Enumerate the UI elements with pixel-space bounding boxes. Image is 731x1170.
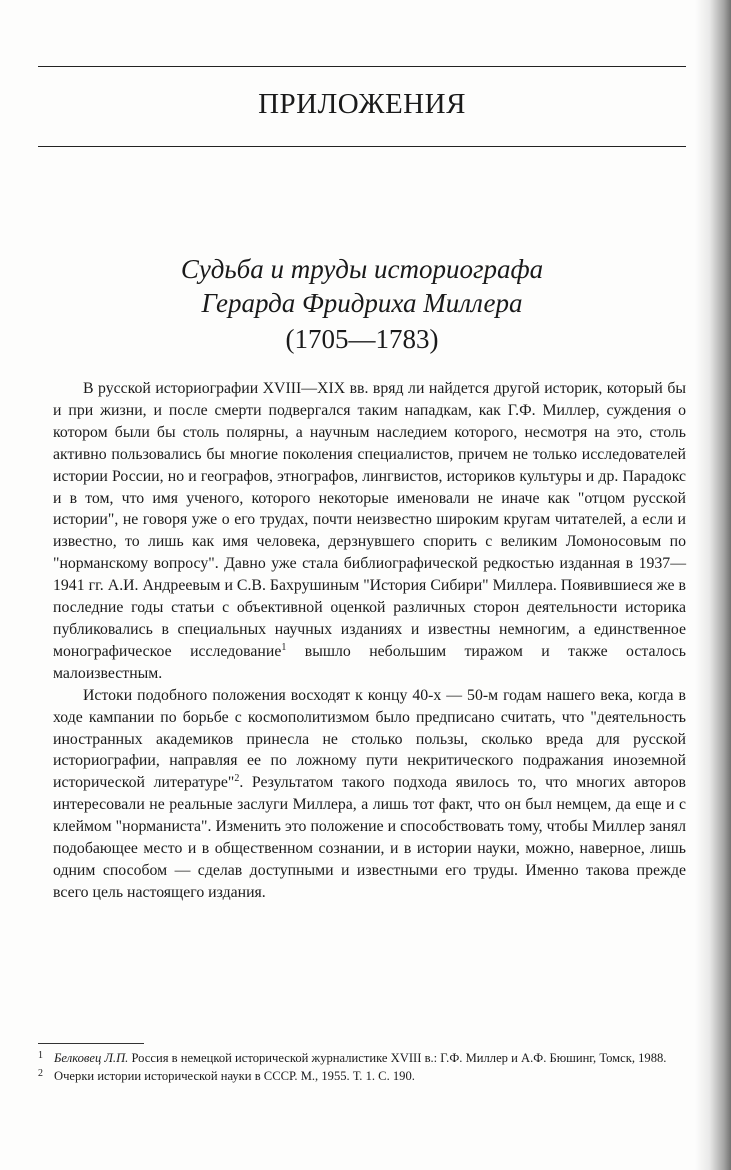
article-body — [53, 378, 686, 904]
footnote-2-text: Очерки истории исторической науки в СССР. М., 1955. Т. 1. С. 190. — [54, 1068, 415, 1083]
footnote-2: 2 Очерки истории исторической науки в СССР. М., 1955. Т. 1. С. 190. — [38, 1067, 415, 1083]
footnote-1-text: Россия в немецкой исторической журналистике XVIII в.: Г.Ф. Миллер и А.Ф. Бюшинг, Томск, 1988. — [128, 1051, 667, 1065]
paragraph-2-text: Истоки подобного положения восходят к концу 40-х — 50-м годам нашего века, когда в ходе кампании по борьбе с космополитизмом было предписано считать, что "деятельность иностранных академиков принесла не столько пользы, сколько вреда для русской историографии, направляя ее по ложному пути некритического подражания иноземной исторической литературе" — [53, 686, 686, 792]
article-title — [38, 252, 686, 320]
footnote-ref-2: 2 — [234, 773, 240, 785]
article-title-line-2: Герарда Фридриха Миллера — [201, 288, 523, 318]
article-years: (1705—1783) — [285, 324, 439, 354]
footnote-1: 1 Белковец Л.П. Россия в немецкой исторической журналистике XVIII в.: Г.Ф. Миллер и А.Ф. Бюшинг, Томск, 1988. — [38, 1050, 667, 1065]
page-edge-shadow — [695, 0, 731, 1170]
footnote-1-author: Белковец Л.П. — [54, 1051, 129, 1065]
footnote-separator — [38, 1043, 144, 1044]
article-title-line-1: Судьба и труды историографа — [180, 254, 544, 284]
paragraph-1 — [53, 378, 686, 685]
paragraph-2 — [53, 685, 686, 904]
footnotes — [38, 1050, 686, 1085]
section-title: ПРИЛОЖЕНИЯ — [258, 88, 466, 120]
paragraph-1-text-cont: вышло небольшим тиражом и также осталось малоизвестным. — [53, 642, 687, 682]
header-rule-top — [38, 66, 686, 67]
header-rule-bottom — [38, 146, 686, 147]
paragraph-2-text-cont: . Результатом такого подхода явилось то, что многих авторов интересовали не реальные заслуги Миллера, а лишь тот факт, что он был немцем, да еще и с клеймом "норманиста". Изменить это положение и способствовать тому, чтобы Миллер занял подобающее место и в общественном сознании, и в истории науки, можно, наверное, лишь одним способом — сделав доступными и известными его труды. Именно такова прежде всего цель настоящего издания. — [53, 774, 686, 901]
footnote-ref-1: 1 — [281, 641, 287, 653]
paragraph-1-text: В русской историографии XVIII—XIX вв. вряд ли найдется другой историк, который бы и при жизни, и после смерти подвергался таким нападкам, как Г.Ф. Миллер, суждения о котором были бы столь полярны, а научным наследием которого, несмотря на это, столь активно пользовались бы многие поколения специалистов, причем не только исследователей истории России, но и географов, этнографов, лингвистов, историков культуры и др. Парадокс и в том, что имя ученого, которого некоторые именовали не иначе как "отцом русской истории", не говоря уже о его трудах, почти неизвестно широким кругам читателей, а если и известно, то лишь как имя человека, дерзнувшего спорить с великим Ломоносовым по "норманскому вопросу". Давно уже стала библиографической редкостью изданная в 1937—1941 гг. А.И. Андреевым и С.В. Бахрушиным "История Сибири" Миллера. Появившиеся же в последние годы статьи с объективной оценкой различных сторон деятельности историка публиковались в специальных научных изданиях и известны немногим, а единственное монографическое исследование — [53, 380, 686, 660]
